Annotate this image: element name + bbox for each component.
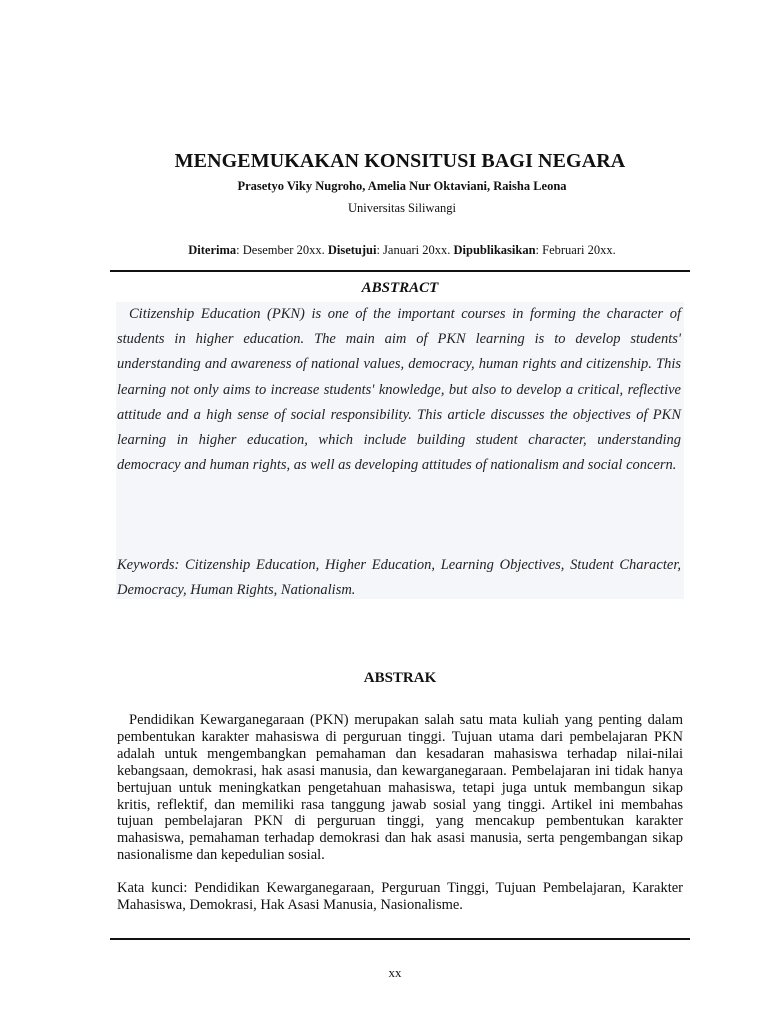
- received-date: : Desember 20xx.: [236, 243, 328, 257]
- published-date: : Februari 20xx.: [535, 243, 616, 257]
- page-title: MENGEMUKAKAN KONSITUSI BAGI NEGARA: [174, 150, 626, 172]
- accepted-label: Disetujui: [327, 243, 377, 257]
- abstrak-keywords: Kata kunci: Pendidikan Kewarganegaraan, Perguruan Tinggi, Tujuan Pembelajaran, Karakter Mahasiswa, Demokrasi, Hak Asasi Manusia, Nasionalisme.: [117, 880, 683, 913]
- abstract-heading: ABSTRACT: [361, 280, 439, 296]
- published-label: Dipublikasikan: [453, 243, 536, 257]
- accepted-date: : Januari 20xx.: [376, 243, 454, 257]
- page-number: xx: [388, 965, 402, 980]
- abstract-body: Citizenship Education (PKN) is one of the important courses in forming the character of students in higher education. The main aim of PKN learning is to develop students' understanding and awareness of national values, democracy, human rights and citizenship. This learning not only aims to increase students' knowledge, but also to develop a critical, reflective attitude and a high sense of social responsibility. This article discusses the objectives of PKN learning in higher education, which include building student character, understanding democracy and human rights, as well as developing attitudes of nationalism and social concern.: [117, 306, 681, 474]
- bottom-divider: [110, 938, 690, 940]
- top-divider: [110, 270, 690, 272]
- abstract-keywords: Keywords: Citizenship Education, Higher Education, Learning Objectives, Student Character, Democracy, Human Rights, Nationalism.: [117, 557, 681, 598]
- received-label: Diterima: [188, 243, 237, 257]
- abstrak-heading: ABSTRAK: [363, 670, 437, 686]
- author-list: Prasetyo Viky Nugroho, Amelia Nur Oktaviani, Raisha Leona: [237, 179, 567, 193]
- publication-dates: [110, 242, 694, 258]
- abstrak-body: Pendidikan Kewarganegaraan (PKN) merupakan salah satu mata kuliah yang penting dalam pembentukan karakter mahasiswa di perguruan tinggi. Tujuan utama dari pembelajaran PKN adalah untuk mengembangkan pemahaman dan kesadaran mahasiswa terhadap nilai-nilai kebangsaan, demokrasi, hak asasi manusia, dan kewarganegaraan. Pembelajaran ini tidak hanya bertujuan untuk meningkatkan pengetahuan mahasiswa, tetapi juga untuk membangun sikap kritis, reflektif, dan memiliki rasa tanggung jawab sosial yang tinggi. Artikel ini membahas tujuan pembelajaran PKN di perguruan tinggi, yang mencakup pembentukan karakter mahasiswa, pemahaman terhadap demokrasi dan hak asasi manusia, serta pengembangan sikap nasionalisme dan kepedulian sosial.: [117, 712, 683, 864]
- affiliation: Universitas Siliwangi: [348, 201, 456, 215]
